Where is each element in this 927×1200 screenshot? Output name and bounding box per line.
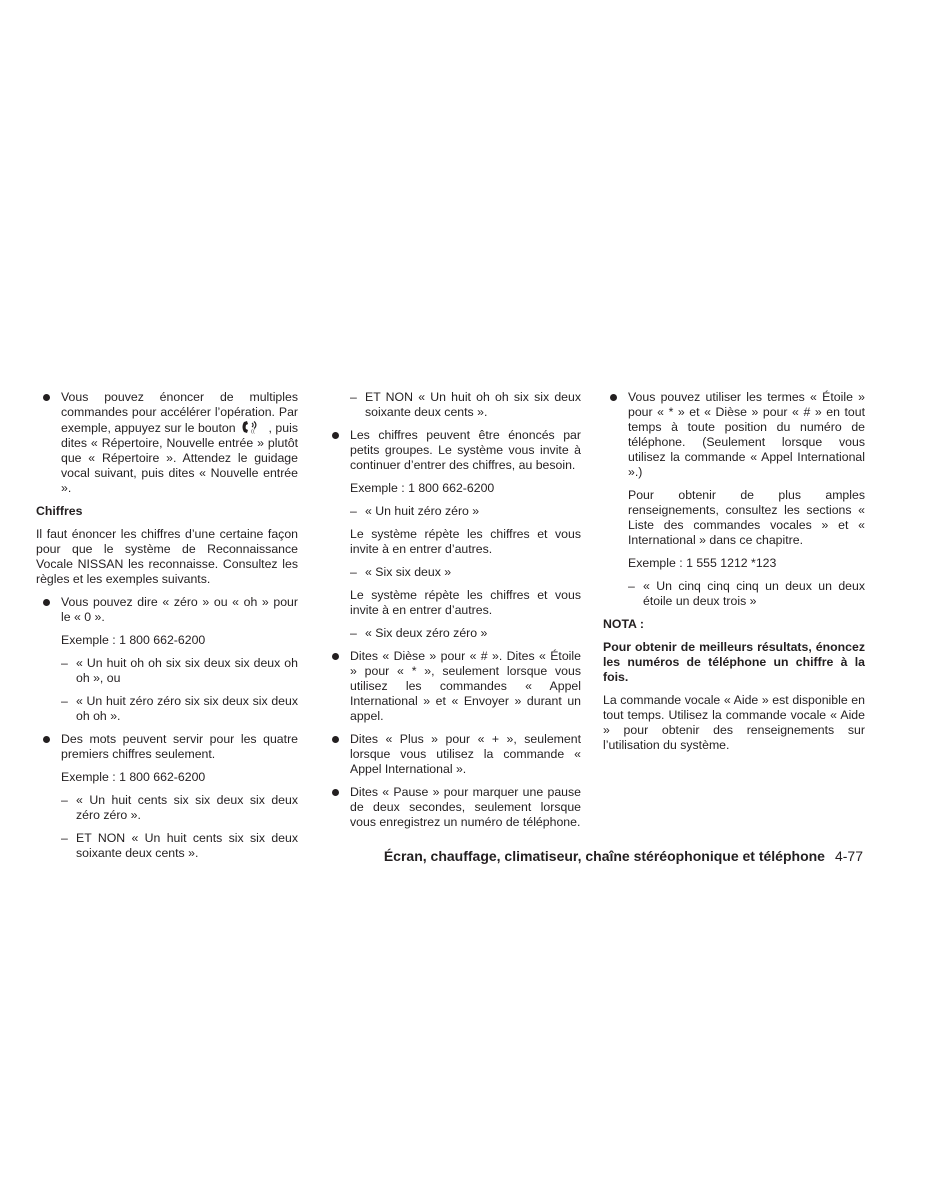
dash-item	[325, 504, 581, 519]
bullet-item	[325, 428, 581, 473]
bullet-item	[325, 732, 581, 777]
dash-item	[36, 656, 298, 686]
column-right	[603, 390, 865, 761]
dash-item	[325, 626, 581, 641]
dash-item	[325, 390, 581, 420]
bullet-text: Dites « Dièse » pour « # ». Dites « Étoile » pour « * », seulement lorsque vous utilisez les commandes « Appel International » et « Envoyer » durant un appel.	[350, 649, 581, 723]
bullet-text: Vous pouvez dire « zéro » ou « oh » pour le « 0 ».	[61, 595, 298, 624]
section-heading-chiffres: Chiffres	[36, 504, 83, 518]
example-line: Exemple : 1 555 1212 *123	[628, 556, 777, 570]
bullet-dot-icon	[332, 432, 339, 439]
bullet-text: Dites « Pause » pour marquer une pause de deux secondes, seulement lorsque vous enregistrez un numéro de téléphone.	[350, 785, 581, 829]
bullet-dot-icon	[332, 653, 339, 660]
bullet-item	[325, 649, 581, 724]
more-info-paragraph: Pour obtenir de plus amples renseignements, consultez les sections « Liste des commandes vocales » et « International » dans ce chapitre.	[628, 488, 865, 547]
bullet-text: Vous pouvez énoncer de multiples commandes pour accélérer l’opération. Par exemple, appuyez sur le bouton	[61, 390, 298, 435]
aide-paragraph: La commande vocale « Aide » est disponible en tout temps. Utilisez la commande vocale « Aide » pour obtenir des renseignements sur l’utilisation du système.	[603, 693, 865, 752]
dash-item	[36, 793, 298, 823]
page-number: 4-77	[834, 848, 863, 864]
bullet-dot-icon	[43, 736, 50, 743]
bullet-dot-icon	[610, 394, 617, 401]
intro-paragraph: Il faut énoncer les chiffres d’une certaine façon pour que le système de Reconnaissance Vocale NISSAN les reconnaisse. Consultez les règles et les exemples suivants.	[36, 527, 298, 586]
bullet-item	[36, 732, 298, 762]
chapter-title: Écran, chauffage, climatiseur, chaîne stéréophonique et téléphone	[383, 848, 825, 864]
bullet-item	[603, 390, 865, 480]
dash-mark: –	[61, 793, 68, 807]
dash-text: ET NON « Un huit cents six six deux soixante deux cents ».	[76, 831, 298, 860]
dash-item	[603, 579, 865, 609]
bullet-text: Des mots peuvent servir pour les quatre premiers chiffres seulement.	[61, 732, 298, 761]
bullet-item	[36, 390, 298, 496]
bullet-item	[325, 785, 581, 830]
dash-mark: –	[350, 504, 357, 518]
dash-mark: –	[61, 656, 68, 670]
bullet-text: Les chiffres peuvent être énoncés par petits groupes. Le système vous invite à continuer d’entrer des chiffres, au besoin.	[350, 428, 581, 472]
dash-mark: –	[61, 694, 68, 708]
dash-item	[325, 565, 581, 580]
bullet-item	[36, 595, 298, 625]
dash-item	[36, 694, 298, 724]
dash-mark: –	[628, 579, 635, 593]
dash-text: ET NON « Un huit oh oh six six deux soixante deux cents ».	[365, 390, 581, 419]
dash-text: « Un huit cents six six deux six deux zéro zéro ».	[76, 793, 298, 822]
bullet-text-cont: , puis dites « Répertoire, Nouvelle entrée » plutôt que « Répertoire ». Attendez le guidage vocal suivant, puis dites « Nouvelle entrée ».	[61, 421, 298, 495]
nota-text: Pour obtenir de meilleurs résultats, énoncez les numéros de téléphone un chiffre à la fois.	[603, 640, 865, 684]
nota-label: NOTA :	[603, 617, 644, 631]
bullet-dot-icon	[332, 736, 339, 743]
dash-mark: –	[350, 390, 357, 404]
bullet-dot-icon	[43, 394, 50, 401]
dash-mark: –	[350, 626, 357, 640]
system-repeat-text: Le système répète les chiffres et vous invite à en entrer d’autres.	[350, 527, 581, 556]
example-line: Exemple : 1 800 662-6200	[350, 481, 495, 495]
dash-text: « Un cinq cinq cinq un deux un deux étoile un deux trois »	[643, 579, 865, 608]
example-line: Exemple : 1 800 662-6200	[61, 770, 206, 784]
column-middle	[325, 390, 581, 838]
dash-text: « Un huit oh oh six six deux six deux oh oh », ou	[76, 656, 298, 685]
dash-text: « Un huit zéro zéro »	[365, 504, 480, 518]
dash-mark: –	[350, 565, 357, 579]
dash-text: « Six deux zéro zéro »	[365, 626, 488, 640]
dash-text: « Un huit zéro zéro six six deux six deux oh oh ».	[76, 694, 298, 723]
page-footer	[384, 849, 863, 864]
dash-item	[36, 831, 298, 861]
example-line: Exemple : 1 800 662-6200	[61, 633, 206, 647]
phone-talk-icon	[241, 420, 263, 434]
svg-text:((: ((	[251, 429, 255, 434]
bullet-dot-icon	[43, 599, 50, 606]
dash-mark: –	[61, 831, 68, 845]
bullet-text: Vous pouvez utiliser les termes « Étoile » pour « * » et « Dièse » pour « # » en tout temps à toute position du numéro de téléphone. (Seulement lorsque vous utilisez la commande « Appel International ».)	[628, 390, 865, 479]
dash-text: « Six six deux »	[365, 565, 452, 579]
bullet-text: Dites « Plus » pour « + », seulement lorsque vous utilisez la commande « Appel International ».	[350, 732, 581, 776]
column-left	[36, 390, 298, 869]
system-repeat-text: Le système répète les chiffres et vous invite à en entrer d’autres.	[350, 588, 581, 617]
bullet-dot-icon	[332, 789, 339, 796]
